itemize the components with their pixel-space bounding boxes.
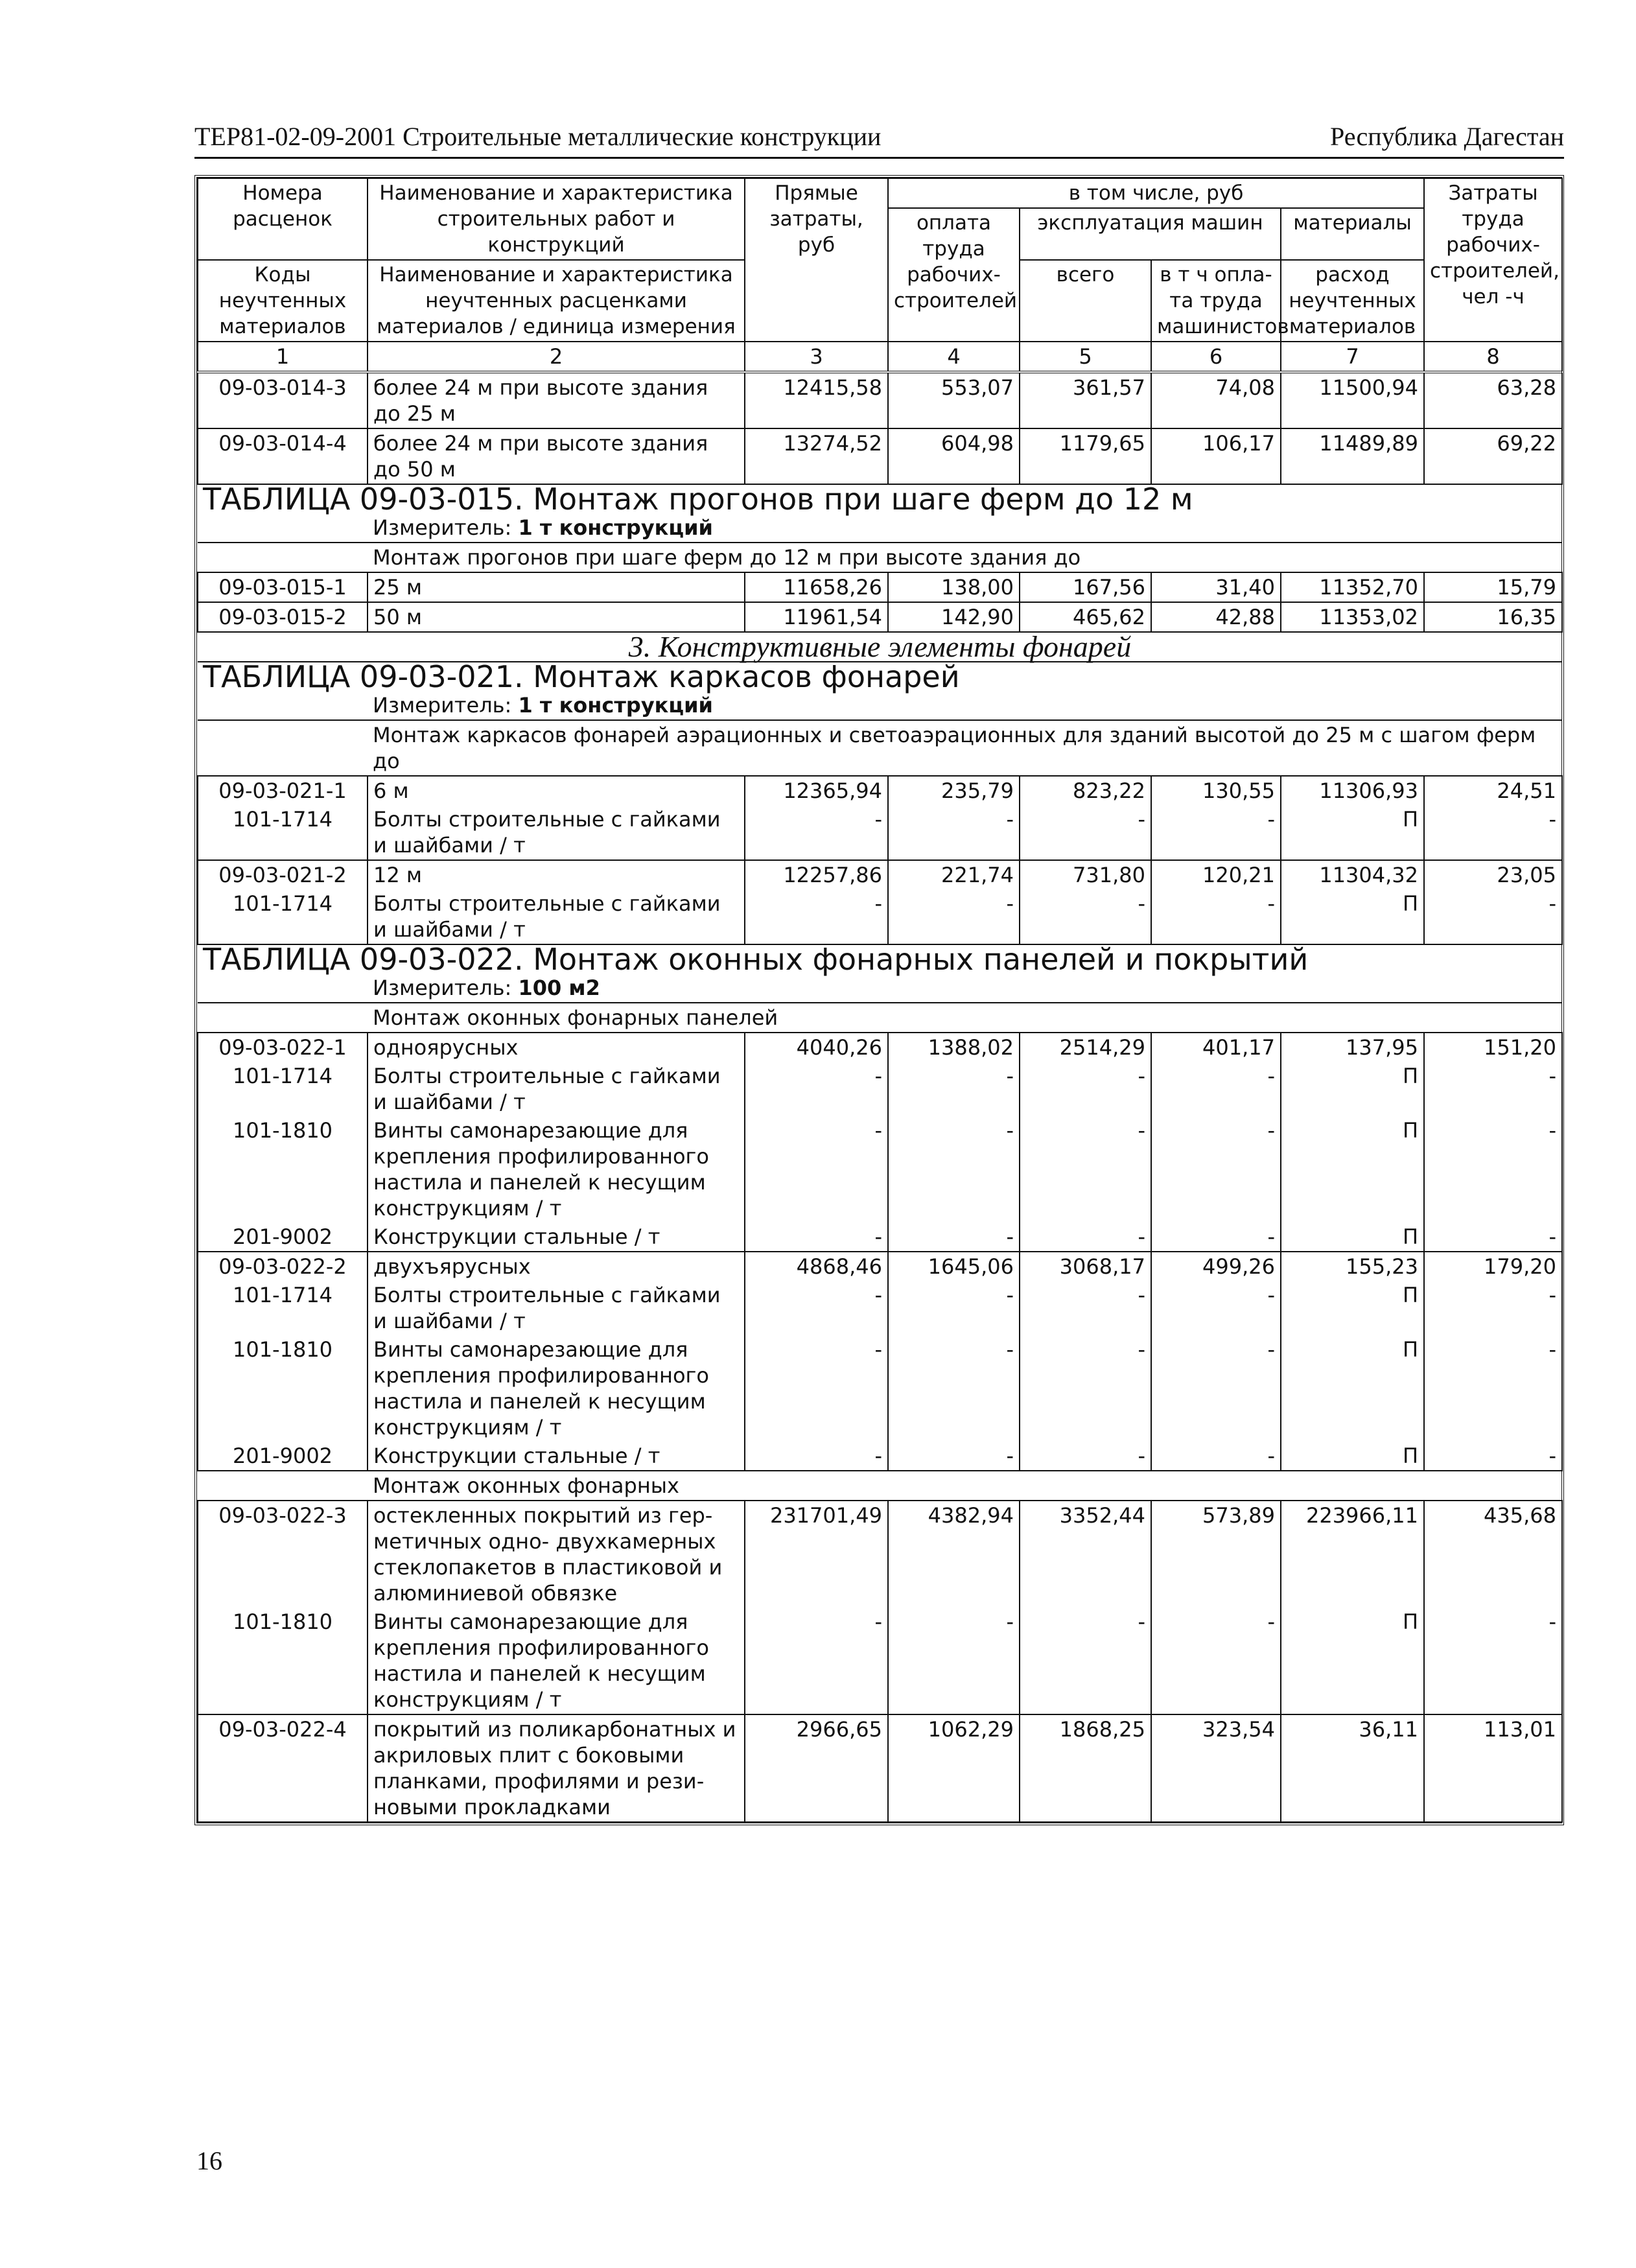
row-operator-wages: - [1151,1116,1281,1222]
row-labor-hours: - [1424,805,1562,860]
header-direct-costs: Прямые затраты, руб [745,178,888,342]
row-machines-total: - [1020,805,1151,860]
row-code: 101-1714 [198,1062,368,1116]
row-name: Винты самонарезающие для крепления профилированного настила и панелей к несущим конструкциям / т [368,1607,745,1714]
row-wages: - [888,1222,1020,1252]
row-code: 09-03-014-3 [198,372,368,428]
price-table-frame [194,175,1564,1825]
group-spacer [198,1471,368,1501]
row-labor-hours: 23,05 [1424,860,1562,889]
row-direct-costs: 2966,65 [745,1714,888,1822]
row-direct-costs: - [745,1607,888,1714]
row-machines-total: 3068,17 [1020,1252,1151,1281]
meter-label: Измеритель: [373,976,519,1000]
header-row-1 [198,178,1562,208]
group-spacer [198,543,368,572]
row-operator-wages: 42,88 [1151,602,1281,632]
row-materials: П [1281,1281,1424,1335]
row-name: Болты строительные с гайками и шайбами / т [368,805,745,860]
table-title: ТАБЛИЦА 09-03-015. Монтаж прогонов при шаге ферм до 12 м [198,484,1562,513]
row-operator-wages: - [1151,1062,1281,1116]
row-code: 201-9002 [198,1222,368,1252]
row-code: 101-1810 [198,1607,368,1714]
column-number: 8 [1424,342,1562,372]
row-name: Конструкции стальные / т [368,1222,745,1252]
price-table [197,178,1563,1823]
row-direct-costs: - [745,889,888,944]
row-operator-wages: - [1151,1281,1281,1335]
row-machines-total: 361,57 [1020,372,1151,428]
row-machines-total: 823,22 [1020,776,1151,805]
table-row [198,1335,1562,1442]
row-direct-costs: 4040,26 [745,1033,888,1062]
row-materials: 36,11 [1281,1714,1424,1822]
table-row [198,1222,1562,1252]
row-machines-total: - [1020,1222,1151,1252]
header-work-name: Наименование и характеристика строительных работ и конструкций [368,178,745,260]
row-wages: 553,07 [888,372,1020,428]
row-materials: 11489,89 [1281,428,1424,484]
meter-row [198,974,1562,1003]
row-wages: - [888,1116,1020,1222]
row-materials: 11304,32 [1281,860,1424,889]
section-title-row [198,632,1562,662]
column-number: 7 [1281,342,1424,372]
row-code: 101-1810 [198,1335,368,1442]
row-wages: - [888,1062,1020,1116]
row-direct-costs: 12415,58 [745,372,888,428]
table-row [198,889,1562,944]
row-code: 101-1714 [198,805,368,860]
row-operator-wages: - [1151,889,1281,944]
table-row [198,1607,1562,1714]
row-operator-wages: 130,55 [1151,776,1281,805]
row-labor-hours: 179,20 [1424,1252,1562,1281]
row-operator-wages: - [1151,1222,1281,1252]
row-labor-hours: - [1424,1062,1562,1116]
group-row [198,543,1562,572]
row-direct-costs: 12257,86 [745,860,888,889]
row-name: более 24 м при высоте здания до 50 м [368,428,745,484]
row-labor-hours: 113,01 [1424,1714,1562,1822]
row-code: 09-03-015-2 [198,602,368,632]
row-code: 09-03-014-4 [198,428,368,484]
row-operator-wages: 401,17 [1151,1033,1281,1062]
table-row [198,1116,1562,1222]
row-operator-wages: 120,21 [1151,860,1281,889]
header-operator-wages: в т ч опла-та труда машинистов [1151,260,1281,342]
row-wages: - [888,889,1020,944]
document-title: ТЕР81-02-09-2001 Строительные металлические конструкции [194,122,882,151]
row-name: Болты строительные с гайками и шайбами / т [368,889,745,944]
row-labor-hours: - [1424,1442,1562,1471]
row-materials: П [1281,889,1424,944]
row-direct-costs: - [745,1281,888,1335]
header-material-usage: расход неучтенных материалов [1281,260,1424,342]
row-materials: 11500,94 [1281,372,1424,428]
table-row [198,860,1562,889]
group-row [198,1471,1562,1501]
row-labor-hours: - [1424,1281,1562,1335]
group-row [198,1003,1562,1033]
table-row [198,805,1562,860]
row-machines-total: 1868,25 [1020,1714,1151,1822]
table-row [198,572,1562,602]
row-wages: 138,00 [888,572,1020,602]
row-machines-total: - [1020,1281,1151,1335]
row-labor-hours: - [1424,889,1562,944]
row-operator-wages: - [1151,805,1281,860]
row-materials: П [1281,1222,1424,1252]
row-operator-wages: - [1151,1335,1281,1442]
meter-cell [368,691,1562,720]
header-codes: Номера расценок [198,178,368,260]
row-machines-total: - [1020,1062,1151,1116]
meter-spacer [198,691,368,720]
group-title: Монтаж каркасов фонарей аэрационных и светоаэрационных для зданий высотой до 25 м с шагом ферм до [368,720,1562,776]
row-materials: 11352,70 [1281,572,1424,602]
meter-cell [368,974,1562,1003]
header-labor-hours: Затраты труда рабочих-строителей, чел -ч [1424,178,1562,342]
row-operator-wages: 106,17 [1151,428,1281,484]
row-code: 101-1810 [198,1116,368,1222]
row-machines-total: - [1020,889,1151,944]
table-row [198,1501,1562,1607]
row-name: остекленных покрытий из гер-метичных одно- двухкамерных стеклопакетов в пластиковой и алюминиевой обвязке [368,1501,745,1607]
meter-label: Измеритель: [373,515,519,540]
row-direct-costs: 4868,46 [745,1252,888,1281]
row-materials: 137,95 [1281,1033,1424,1062]
row-operator-wages: 31,40 [1151,572,1281,602]
table-title-row [198,484,1562,513]
row-wages: 1388,02 [888,1033,1020,1062]
group-title: Монтаж прогонов при шаге ферм до 12 м при высоте здания до [368,543,1562,572]
table-row [198,1252,1562,1281]
table-row [198,1062,1562,1116]
row-operator-wages: 573,89 [1151,1501,1281,1607]
row-labor-hours: - [1424,1335,1562,1442]
row-materials: 223966,11 [1281,1501,1424,1607]
row-code: 09-03-022-4 [198,1714,368,1822]
row-machines-total: - [1020,1442,1151,1471]
meter-cell [368,513,1562,543]
row-operator-wages: 499,26 [1151,1252,1281,1281]
row-direct-costs: - [745,1442,888,1471]
section-title: 3. Конструктивные элементы фонарей [198,632,1562,662]
row-name: 12 м [368,860,745,889]
row-name: Конструкции стальные / т [368,1442,745,1471]
table-row [198,1714,1562,1822]
meter-value: 100 м2 [518,976,600,1000]
row-machines-total: 1179,65 [1020,428,1151,484]
row-name: более 24 м при высоте здания до 25 м [368,372,745,428]
row-name: 25 м [368,572,745,602]
row-direct-costs: - [745,1222,888,1252]
row-machines-total: 731,80 [1020,860,1151,889]
row-materials: П [1281,1062,1424,1116]
table-title: ТАБЛИЦА 09-03-021. Монтаж каркасов фонарей [198,662,1562,691]
header-material-name: Наименование и характеристика неучтенных расценками материалов / единица измерения [368,260,745,342]
row-machines-total: - [1020,1335,1151,1442]
row-direct-costs: 13274,52 [745,428,888,484]
row-code: 09-03-015-1 [198,572,368,602]
row-code: 09-03-021-1 [198,776,368,805]
column-number: 2 [368,342,745,372]
row-materials: 11306,93 [1281,776,1424,805]
row-machines-total: 3352,44 [1020,1501,1151,1607]
row-wages: - [888,1335,1020,1442]
row-wages: 604,98 [888,428,1020,484]
table-title-row [198,944,1562,974]
row-direct-costs: 11658,26 [745,572,888,602]
row-operator-wages: 323,54 [1151,1714,1281,1822]
column-number: 6 [1151,342,1281,372]
row-name: Винты самонарезающие для крепления профилированного настила и панелей к несущим конструкциям / т [368,1116,745,1222]
row-name: одноярусных [368,1033,745,1062]
meter-value: 1 т конструкций [518,693,713,718]
row-labor-hours: - [1424,1116,1562,1222]
table-row [198,1442,1562,1471]
row-operator-wages: 74,08 [1151,372,1281,428]
row-labor-hours: 16,35 [1424,602,1562,632]
row-labor-hours: - [1424,1607,1562,1714]
column-number: 1 [198,342,368,372]
row-labor-hours: - [1424,1222,1562,1252]
row-labor-hours: 24,51 [1424,776,1562,805]
row-direct-costs: - [745,1335,888,1442]
table-row [198,1033,1562,1062]
row-code: 101-1714 [198,1281,368,1335]
row-labor-hours: 435,68 [1424,1501,1562,1607]
header-including: в том числе, руб [888,178,1424,208]
table-title: ТАБЛИЦА 09-03-022. Монтаж оконных фонарных панелей и покрытий [198,944,1562,974]
row-materials: П [1281,1442,1424,1471]
group-spacer [198,720,368,776]
table-row [198,372,1562,428]
meter-spacer [198,513,368,543]
row-machines-total: - [1020,1116,1151,1222]
row-labor-hours: 151,20 [1424,1033,1562,1062]
group-row [198,720,1562,776]
meter-row [198,691,1562,720]
row-operator-wages: - [1151,1607,1281,1714]
row-wages: 235,79 [888,776,1020,805]
row-labor-hours: 15,79 [1424,572,1562,602]
row-materials: П [1281,1116,1424,1222]
row-materials: П [1281,1607,1424,1714]
row-code: 09-03-021-2 [198,860,368,889]
meter-value: 1 т конструкций [518,515,713,540]
row-labor-hours: 69,22 [1424,428,1562,484]
row-wages: 4382,94 [888,1501,1020,1607]
page-header [194,118,1564,159]
row-name: двухъярусных [368,1252,745,1281]
row-name: покрытий из поликарбонатных и акриловых плит с боковыми планками, профилями и рези-новыми прокладками [368,1714,745,1822]
group-title: Монтаж оконных фонарных [368,1471,1562,1501]
column-number: 3 [745,342,888,372]
table-row [198,602,1562,632]
table-row [198,1281,1562,1335]
region-name: Республика Дагестан [1330,122,1564,151]
group-title: Монтаж оконных фонарных панелей [368,1003,1562,1033]
row-code: 09-03-022-2 [198,1252,368,1281]
row-wages: 1062,29 [888,1714,1020,1822]
row-materials: П [1281,1335,1424,1442]
row-code: 09-03-022-3 [198,1501,368,1607]
table-title-row [198,662,1562,691]
row-wages: 1645,06 [888,1252,1020,1281]
row-materials: 155,23 [1281,1252,1424,1281]
header-materials: материалы [1281,208,1424,260]
row-direct-costs: 11961,54 [745,602,888,632]
row-materials: П [1281,805,1424,860]
row-machines-total: 465,62 [1020,602,1151,632]
meter-spacer [198,974,368,1003]
page-number: 16 [196,2146,222,2175]
row-wages: - [888,1281,1020,1335]
row-machines-total: - [1020,1607,1151,1714]
header-material-codes: Коды неучтенных материалов [198,260,368,342]
row-name: Болты строительные с гайками и шайбами / т [368,1281,745,1335]
row-code: 201-9002 [198,1442,368,1471]
row-direct-costs: 12365,94 [745,776,888,805]
table-row [198,776,1562,805]
row-code: 09-03-022-1 [198,1033,368,1062]
row-wages: 221,74 [888,860,1020,889]
row-direct-costs: - [745,1062,888,1116]
meter-label: Измеритель: [373,693,519,718]
row-name: 50 м [368,602,745,632]
row-operator-wages: - [1151,1442,1281,1471]
row-direct-costs: - [745,805,888,860]
meter-row [198,513,1562,543]
row-name: Винты самонарезающие для крепления профилированного настила и панелей к несущим конструкциям / т [368,1335,745,1442]
row-wages: 142,90 [888,602,1020,632]
row-direct-costs: - [745,1116,888,1222]
column-number: 5 [1020,342,1151,372]
row-machines-total: 167,56 [1020,572,1151,602]
table-body [198,178,1562,1822]
row-direct-costs: 231701,49 [745,1501,888,1607]
column-numbers-row [198,342,1562,372]
row-wages: - [888,1607,1020,1714]
header-wages: оплата труда рабочих-строителей [888,208,1020,342]
column-number: 4 [888,342,1020,372]
row-name: Болты строительные с гайками и шайбами / т [368,1062,745,1116]
row-wages: - [888,1442,1020,1471]
row-wages: - [888,805,1020,860]
header-machines-total: всего [1020,260,1151,342]
row-labor-hours: 63,28 [1424,372,1562,428]
group-spacer [198,1003,368,1033]
row-materials: 11353,02 [1281,602,1424,632]
row-code: 101-1714 [198,889,368,944]
table-row [198,428,1562,484]
row-machines-total: 2514,29 [1020,1033,1151,1062]
header-machines: эксплуатация машин [1020,208,1281,260]
row-name: 6 м [368,776,745,805]
